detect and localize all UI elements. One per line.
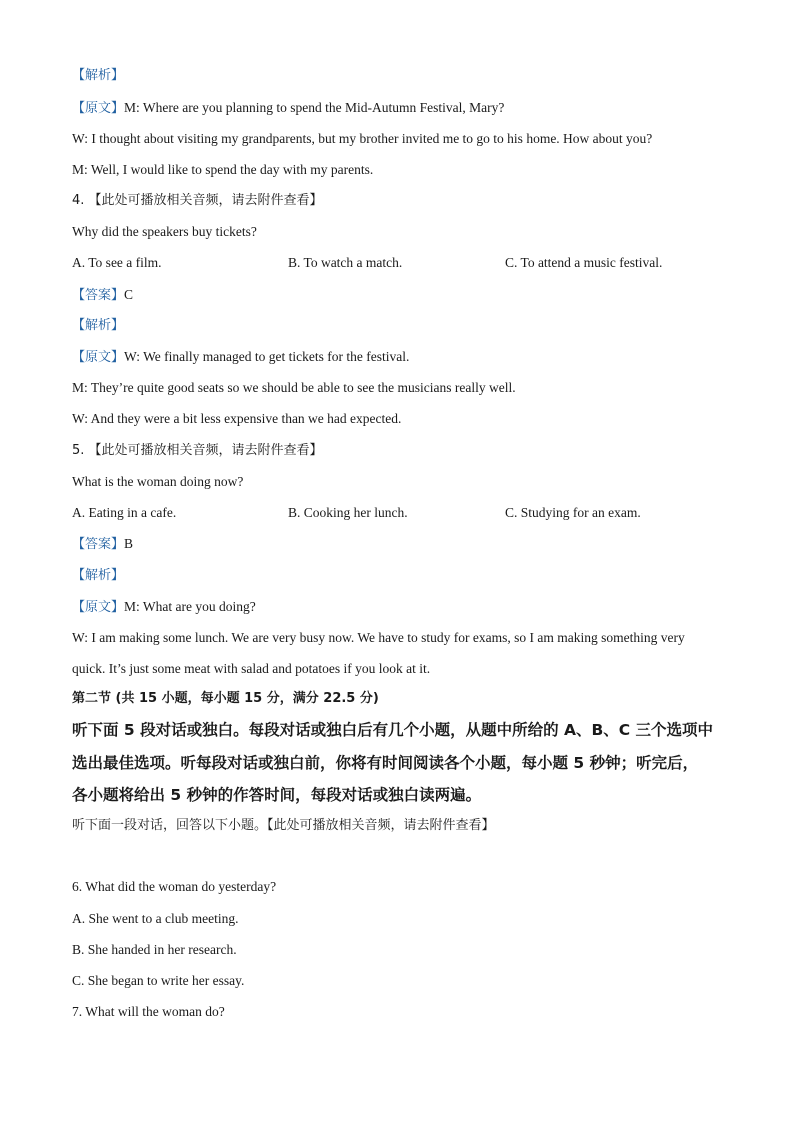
question-7-text: 7. What will the woman do?: [72, 1004, 225, 1019]
option-b: B. To watch a match.: [288, 255, 403, 270]
transcript-text: W: We finally managed to get tickets for the festival.: [124, 349, 410, 364]
analysis-label: 【解析】: [72, 68, 125, 83]
question-5-text: What is the woman doing now?: [72, 474, 244, 489]
answer-value: C: [124, 287, 134, 302]
transcript-line: [72, 598, 256, 617]
section-2-instructions: 选出最佳选项。听每段对话或独白前，你将有时间阅读各个小题，每小题 5 秒钟；听完后，: [72, 754, 699, 772]
option-b: B. Cooking her lunch.: [288, 505, 408, 520]
question-6-text: 6. What did the woman do yesterday?: [72, 879, 277, 894]
transcript-line: quick. It’s just some meat with salad and potatoes if you look at it.: [72, 661, 431, 676]
answer-line: [72, 535, 133, 554]
answer-line: [72, 286, 133, 305]
transcript-text: M: What are you doing?: [124, 599, 256, 614]
question-5-stem: 5. 【此处可播放相关音频，请去附件查看】: [72, 443, 323, 458]
answer-value: B: [124, 536, 134, 551]
transcript-line: M: They’re quite good seats so we should be able to see the musicians really well.: [72, 380, 516, 395]
section-2-instructions: 听下面 5 段对话或独白。每段对话或独白后有几个小题，从题中所给的 A、B、C 三个选项中: [72, 721, 714, 739]
transcript-line: W: And they were a bit less expensive than we had expected.: [72, 411, 402, 426]
answer-tag: 【答案】: [72, 537, 125, 552]
option-a: A. She went to a club meeting.: [72, 911, 239, 926]
transcript-tag: 【原文】: [72, 101, 125, 116]
answer-tag: 【答案】: [72, 288, 125, 303]
transcript-text: M: Where are you planning to spend the Mid-Autumn Festival, Mary?: [124, 100, 505, 115]
transcript-tag: 【原文】: [72, 350, 125, 365]
option-c: C. She began to write her essay.: [72, 973, 245, 988]
analysis-label: 【解析】: [72, 318, 125, 333]
transcript-line: W: I thought about visiting my grandparents, but my brother invited me to go to his home. How about you?: [72, 131, 653, 146]
question-4-stem: 4. 【此处可播放相关音频，请去附件查看】: [72, 193, 323, 208]
listening-instruction: 听下面一段对话，回答以下小题。【此处可播放相关音频，请去附件查看】: [72, 818, 495, 833]
option-b: B. She handed in her research.: [72, 942, 237, 957]
section-2-title: 第二节 (共 15 小题，每小题 15 分，满分 22.5 分): [72, 691, 379, 706]
question-4-text: Why did the speakers buy tickets?: [72, 224, 257, 239]
option-c: C. Studying for an exam.: [505, 505, 641, 520]
transcript-line: [72, 99, 504, 118]
transcript-tag: 【原文】: [72, 600, 125, 615]
transcript-line: W: I am making some lunch. We are very busy now. We have to study for exams, so I am making something very: [72, 630, 685, 645]
transcript-line: M: Well, I would like to spend the day with my parents.: [72, 162, 374, 177]
section-2-instructions: 各小题将给出 5 秒钟的作答时间，每段对话或独白读两遍。: [72, 786, 482, 804]
option-a: A. To see a film.: [72, 255, 162, 270]
option-c: C. To attend a music festival.: [505, 255, 663, 270]
option-a: A. Eating in a cafe.: [72, 505, 177, 520]
analysis-label: 【解析】: [72, 568, 125, 583]
transcript-line: [72, 348, 409, 367]
